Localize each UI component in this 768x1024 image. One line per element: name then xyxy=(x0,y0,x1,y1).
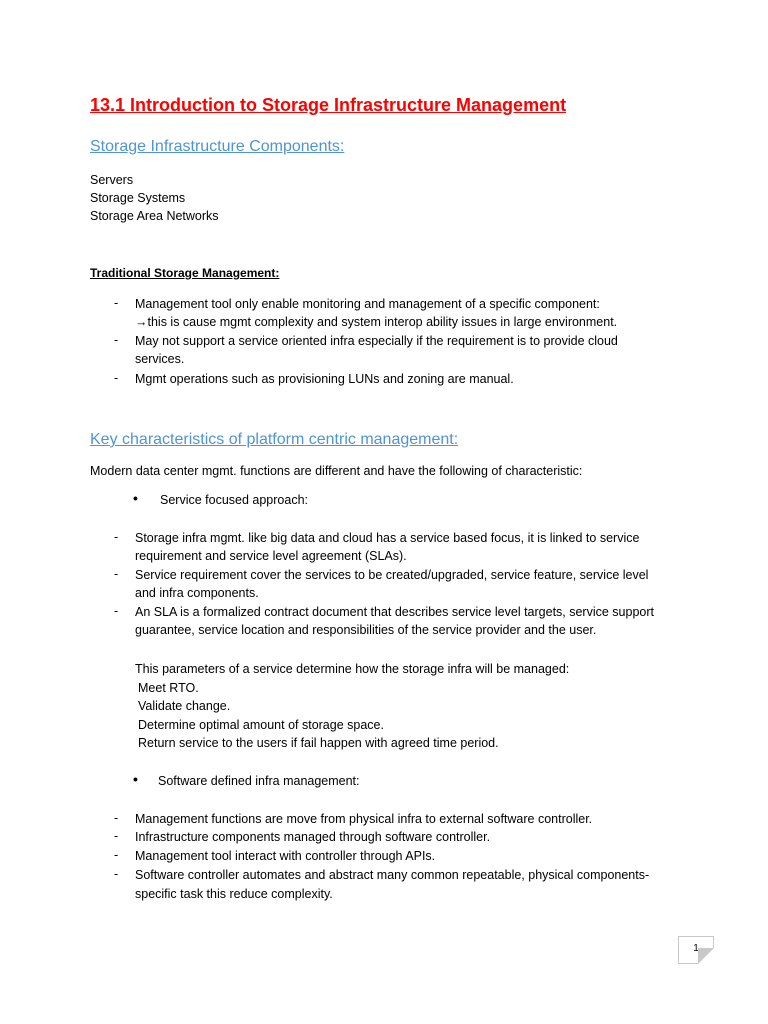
bullet-dot: • xyxy=(133,771,138,787)
heading-storage-components: Storage Infrastructure Components: xyxy=(90,138,345,155)
list-item-line: Service requirement cover the services to be created/upgraded, service feature, service level xyxy=(135,568,649,582)
dash-marker: - xyxy=(114,867,119,881)
list-item-line: Mgmt operations such as provisioning LUNs and zoning are manual. xyxy=(135,372,514,386)
list-item-line: specific task this reduce complexity. xyxy=(135,887,333,901)
list-item-line: guarantee, service location and responsibilities of the service provider and the user. xyxy=(135,623,597,637)
page-number: 1 xyxy=(693,943,699,954)
page-number-box xyxy=(678,936,714,964)
component-item: Storage Systems xyxy=(90,191,186,205)
dash-marker: - xyxy=(114,530,119,544)
dash-marker: - xyxy=(114,333,119,347)
intro-paragraph: Modern data center mgmt. functions are different and have the following of characteristic: xyxy=(90,464,583,478)
list-item-line: Management functions are move from physical infra to external software controller. xyxy=(135,812,593,826)
list-item-line: services. xyxy=(135,352,185,366)
dash-marker: - xyxy=(114,567,119,581)
page-fold-corner xyxy=(698,948,714,964)
list-item-line: Software controller automates and abstract many common repeatable, physical components- xyxy=(135,868,650,882)
params-intro: This parameters of a service determine how the storage infra will be managed: xyxy=(135,662,570,676)
list-item-line: Storage infra mgmt. like big data and cloud has a service based focus, it is linked to service xyxy=(135,531,640,545)
param-item: Meet RTO. xyxy=(138,681,199,695)
dash-marker: - xyxy=(114,296,119,310)
component-item: Storage Area Networks xyxy=(90,209,219,223)
component-item: Servers xyxy=(90,173,134,187)
heading-traditional-management: Traditional Storage Management: xyxy=(90,266,280,280)
list-item-line: Management tool interact with controller through APIs. xyxy=(135,849,436,863)
dash-marker: - xyxy=(114,811,119,825)
param-item: Validate change. xyxy=(138,699,231,713)
bullet-heading: Software defined infra management: xyxy=(158,774,360,788)
list-item-line: Infrastructure components managed through software controller. xyxy=(135,830,491,844)
list-item-line: Management tool only enable monitoring and management of a specific component: xyxy=(135,297,600,311)
dash-marker: - xyxy=(114,829,119,843)
list-item-line: and infra components. xyxy=(135,586,259,600)
list-item-line: May not support a service oriented infra especially if the requirement is to provide cloud xyxy=(135,334,618,348)
param-item: Return service to the users if fail happen with agreed time period. xyxy=(138,736,499,750)
dash-marker: - xyxy=(114,371,119,385)
param-item: Determine optimal amount of storage space. xyxy=(138,718,384,732)
dash-marker: - xyxy=(114,604,119,618)
list-item-line: →this is cause mgmt complexity and system interop ability issues in large environment. xyxy=(135,315,618,329)
bullet-heading: Service focused approach: xyxy=(160,493,309,507)
heading-platform-centric: Key characteristics of platform centric management: xyxy=(90,431,459,448)
dash-marker: - xyxy=(114,848,119,862)
list-item-line: requirement and service level agreement (SLAs). xyxy=(135,549,407,563)
list-item-line: An SLA is a formalized contract document that describes service level targets, service support xyxy=(135,605,654,619)
page-title: 13.1 Introduction to Storage Infrastructure Management xyxy=(90,95,567,115)
bullet-dot: • xyxy=(133,490,138,506)
